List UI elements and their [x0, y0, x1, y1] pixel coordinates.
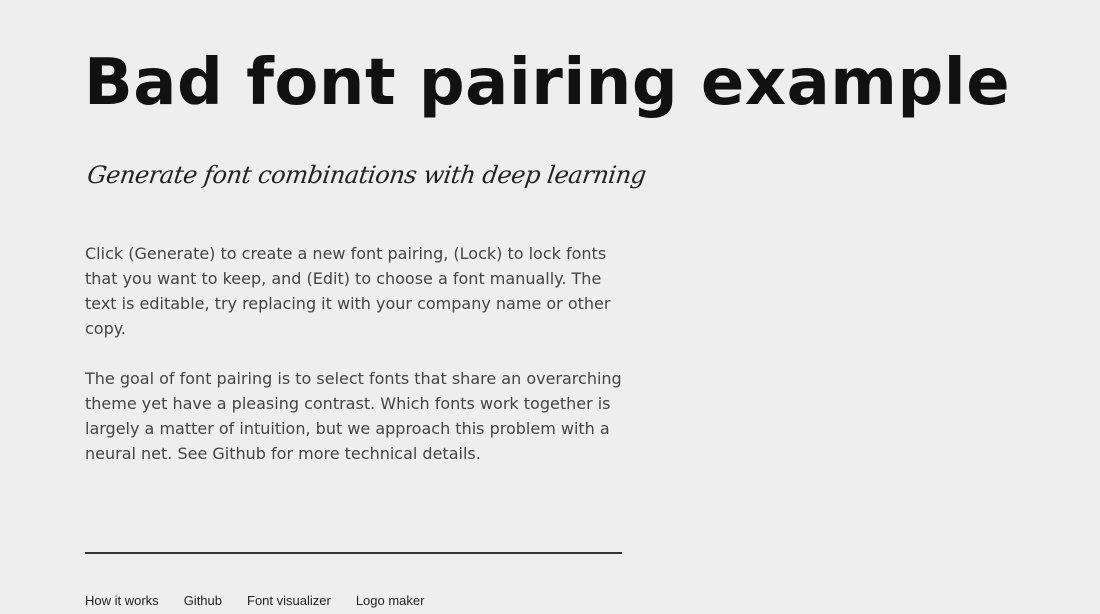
page-subtitle[interactable]: Generate font combinations with deep learning: [85, 161, 648, 189]
footer-nav: [85, 592, 424, 610]
body-text: [85, 241, 630, 491]
footer-divider: [85, 552, 622, 554]
goal-paragraph[interactable]: The goal of font pairing is to select fonts that share an overarching theme yet have a pleasing contrast. Which fonts work together is largely a matter of intuition, but we approach this problem with a neural net. See Github for more technical details.: [85, 369, 622, 463]
logo-maker-link[interactable]: Logo maker: [355, 593, 425, 608]
intro-paragraph[interactable]: Click (Generate) to create a new font pairing, (Lock) to lock fonts that you want to keep, and (Edit) to choose a font manually. The text is editable, try replacing it with your company name or other copy.: [85, 244, 611, 338]
github-link[interactable]: Github: [183, 593, 222, 608]
how-it-works-link[interactable]: How it works: [85, 593, 159, 608]
page-title[interactable]: Bad font pairing example: [84, 46, 1011, 120]
font-visualizer-link[interactable]: Font visualizer: [247, 593, 331, 608]
